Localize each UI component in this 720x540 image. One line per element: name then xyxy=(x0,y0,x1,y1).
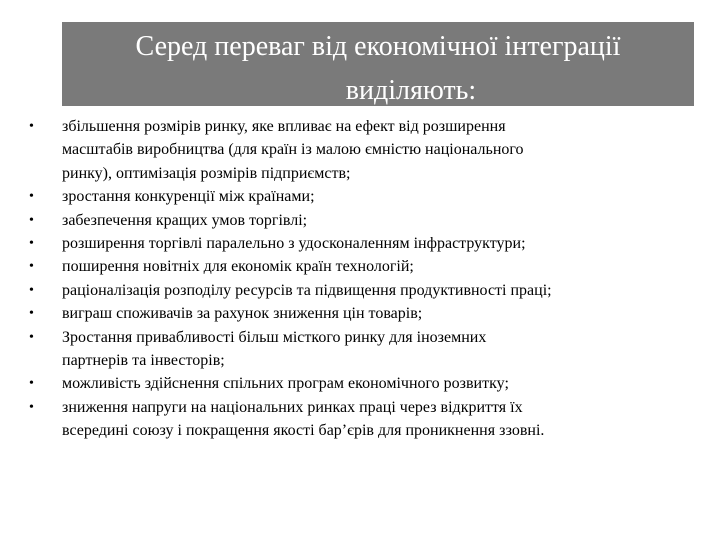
bullet-text: зростання конкуренції між країнами; xyxy=(62,188,315,206)
bullet-item-resources xyxy=(0,279,720,302)
bullet-dot: • xyxy=(29,306,34,322)
bullet-text: зниження напруги на національних ринках праці через відкриття їх всередині союзу і покращення якості бар’єрів для проникнення ззовні. xyxy=(62,398,545,440)
bullet-item-trade-expansion xyxy=(0,232,720,255)
bullet-dot: • xyxy=(29,236,34,252)
bullet-text: раціоналізація розподілу ресурсів та підвищення продуктивності праці; xyxy=(62,281,552,299)
bullet-text: забезпечення кращих умов торгівлі; xyxy=(62,211,308,229)
bullet-list xyxy=(0,115,720,443)
bullet-text: виграш споживачів за рахунок зниження цін товарів; xyxy=(62,305,423,323)
bullet-item-technologies xyxy=(0,255,720,278)
bullet-item-labor-markets xyxy=(0,396,720,443)
bullet-item-market-size xyxy=(0,115,720,185)
bullet-text: збільшення розмірів ринку, яке впливає на ефект від розширення масштабів виробництва (для країн із малою ємністю національного ринку), оптимізація розмірів підприємств; xyxy=(62,118,524,182)
bullet-text: Зростання привабливості більш місткого ринку для іноземних партнерів та інвесторів; xyxy=(62,328,487,370)
bullet-dot: • xyxy=(29,282,34,298)
bullet-dot: • xyxy=(29,329,34,345)
bullet-dot: • xyxy=(29,212,34,228)
slide-title-line-2: виділяють: xyxy=(345,75,477,106)
bullet-text: розширення торгівлі паралельно з удосконаленням інфраструктури; xyxy=(62,235,526,253)
bullet-item-joint-programs xyxy=(0,372,720,395)
bullet-item-trade-terms xyxy=(0,209,720,232)
bullet-item-competition xyxy=(0,185,720,208)
slide-title-line-1: Серед переваг від економічної інтеграції xyxy=(135,31,621,62)
slide-title-box xyxy=(62,22,694,106)
bullet-dot: • xyxy=(29,376,34,392)
bullet-item-consumers xyxy=(0,302,720,325)
bullet-item-attractiveness xyxy=(0,326,720,373)
bullet-dot: • xyxy=(29,189,34,205)
bullet-dot: • xyxy=(29,399,34,415)
bullet-dot: • xyxy=(29,259,34,275)
bullet-text: поширення новітніх для економік країн технологій; xyxy=(62,258,414,276)
bullet-text: можливість здійснення спільних програм економічного розвитку; xyxy=(62,375,509,393)
bullet-dot: • xyxy=(29,119,34,134)
